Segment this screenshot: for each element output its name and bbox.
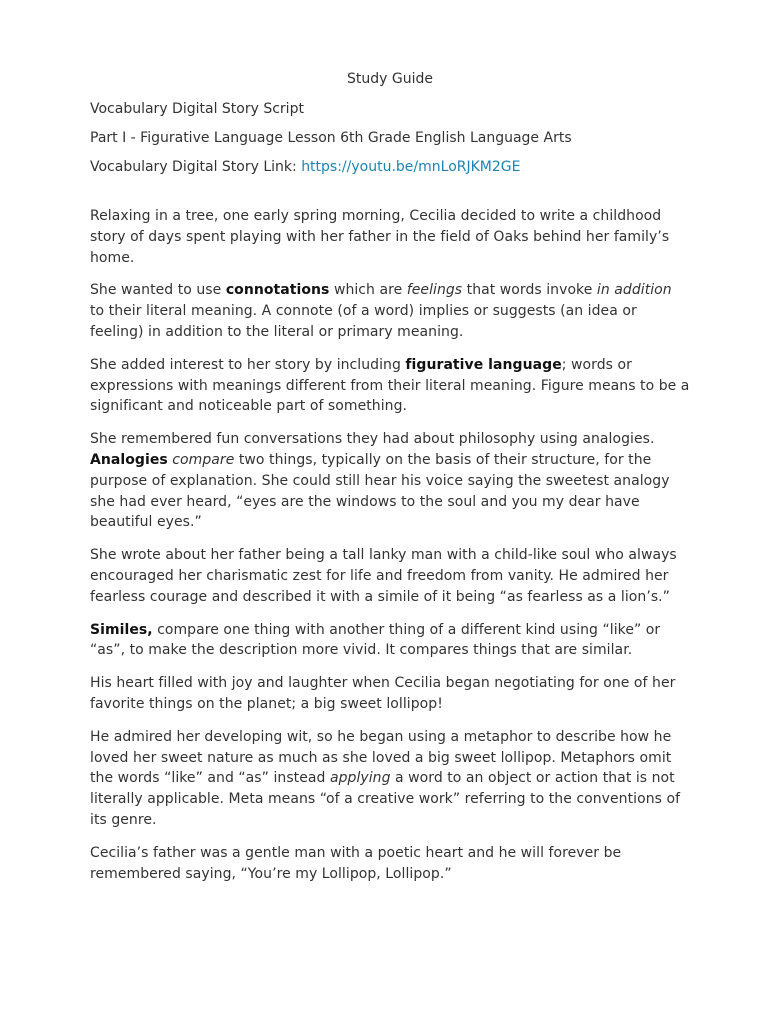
emphasis-in-addition: in addition bbox=[596, 282, 672, 299]
section-spacer bbox=[90, 184, 690, 206]
paragraph-father: She wrote about her father being a tall lanky man with a child-like soul who always encouraged her charismatic zest for life and freedom from vanity. He admired her fearless courage and described it with a simile of it being “as fearless as a lion’s.” bbox=[90, 547, 677, 605]
text-run: to their literal meaning. A connote (of a word) implies or suggests (an idea or feeling) in addition to the literal or primary meaning. bbox=[90, 303, 637, 340]
paragraph-analogies bbox=[90, 429, 690, 533]
paragraph-metaphors bbox=[90, 727, 690, 831]
paragraph-similes bbox=[90, 620, 690, 662]
document-page bbox=[90, 67, 690, 896]
emphasis-compare: compare bbox=[172, 451, 235, 468]
text-run: She wanted to use bbox=[90, 282, 226, 299]
text-run: She remembered fun conversations they had about philosophy using analogies. bbox=[90, 431, 655, 448]
paragraph-figurative-language bbox=[90, 355, 690, 417]
lesson-part: Part I - Figurative Language Lesson 6th Grade English Language Arts bbox=[90, 130, 572, 146]
text-run: He admired her developing wit, so he began using a metaphor to describe how he loved her sweet nature as much as she loved a big sweet lollipop. Metaphors omit the words “like” and “as” instead bbox=[90, 728, 672, 787]
text-run: that words invoke bbox=[462, 282, 597, 299]
paragraph-lollipop: His heart filled with joy and laughter when Cecilia began negotiating for one of her favorite things on the planet; a big sweet lollipop! bbox=[90, 675, 676, 712]
document-title: Study Guide bbox=[347, 71, 433, 87]
text-run: two things, typically on the basis of their structure, for the purpose of explanation. She could still hear his voice saying the sweetest analogy she had ever heard, “eyes are the windows to the soul and you my dear have beautiful eyes.” bbox=[90, 451, 670, 531]
emphasis-applying: applying bbox=[329, 770, 391, 787]
text-run: which are bbox=[329, 282, 407, 299]
term-connotations: connotations bbox=[225, 282, 330, 299]
emphasis-feelings: feelings bbox=[406, 282, 463, 299]
story-link[interactable]: https://youtu.be/mnLoRJKM2GE bbox=[301, 159, 521, 175]
text-run: compare one thing with another thing of a different kind using “like” or “as”, to make the description more vivid. It compares things that are similar. bbox=[90, 621, 661, 659]
text-run: ; words or expressions with meanings different from their literal meaning. Figure means to be a significant and noticeable part of something. bbox=[90, 356, 690, 415]
paragraph-intro: Relaxing in a tree, one early spring morning, Cecilia decided to write a childhood story of days spent playing with her father in the field of Oaks behind her family’s home. bbox=[90, 208, 670, 266]
story-link-line bbox=[90, 155, 690, 179]
term-figurative-language: figurative language bbox=[405, 356, 562, 373]
text-run: She added interest to her story by including bbox=[90, 356, 406, 373]
term-analogies: Analogies bbox=[90, 451, 168, 468]
text-run: a word to an object or action that is not literally applicable. Meta means “of a creative work” referring to the conventions of its genre. bbox=[90, 770, 681, 828]
story-link-label: Vocabulary Digital Story Link: bbox=[90, 159, 302, 175]
paragraph-connotations bbox=[90, 280, 690, 342]
term-similes: Similes, bbox=[90, 621, 153, 638]
document-subtitle: Vocabulary Digital Story Script bbox=[90, 101, 304, 117]
paragraph-closing: Cecilia’s father was a gentle man with a poetic heart and he will forever be remembered saying, “You’re my Lollipop, Lollipop.” bbox=[90, 844, 622, 882]
